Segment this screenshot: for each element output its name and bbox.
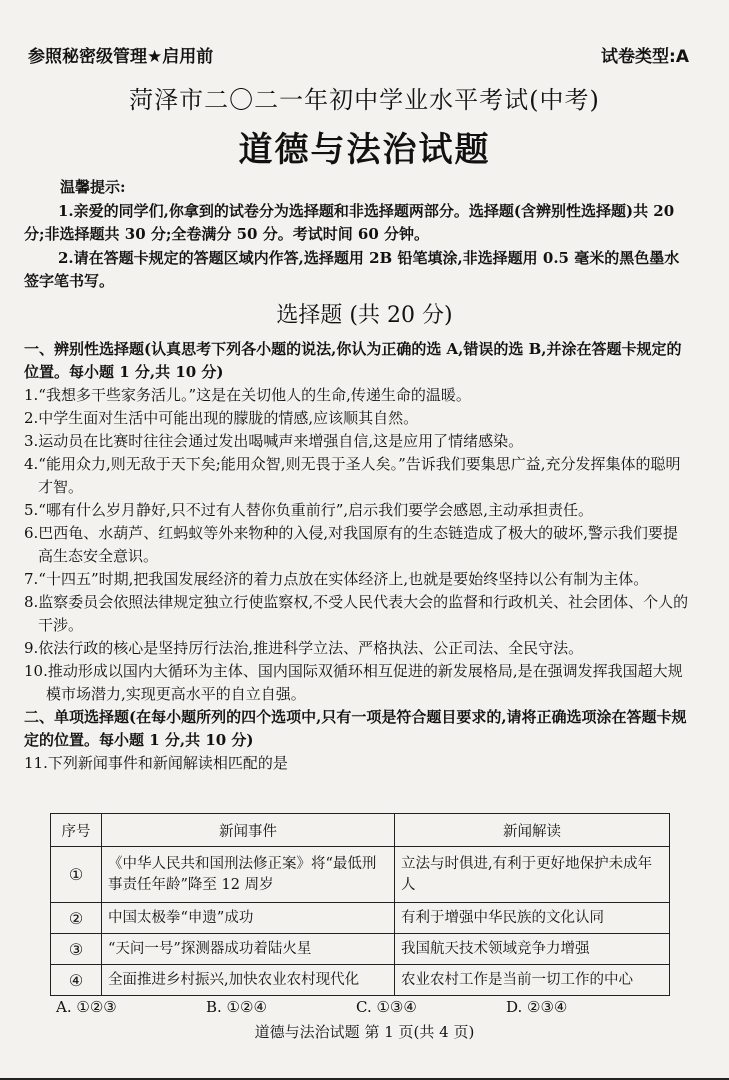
part2-instruction: 二、单项选择题(在每小题所列的四个选项中,只有一项是符合题目要求的,请将正确选项涂在答题卡规定的位置。每小题 1 分,共 10 分) xyxy=(24,708,687,749)
table-header-row xyxy=(51,814,670,847)
news-interpretation: 农业农村工作是当前一切工作的中心 xyxy=(395,965,670,996)
option-c: C. ①③④ xyxy=(356,998,417,1016)
notice-item-1: 1.亲爱的同学们,你拿到的试卷分为选择题和非选择题两部分。选择题(含辨别性选择题)共 20 分;非选择题共 30 分;全卷满分 50 分。考试时间 60 分钟。 xyxy=(24,201,675,243)
news-event: 中国太极拳“申遗”成功 xyxy=(102,903,395,934)
section-title: 选择题 (共 20 分) xyxy=(276,303,453,328)
question-item: 1.“我想多干些家务活儿。”这是在关切他人的生命,传递生命的温暖。 xyxy=(24,386,471,404)
notice-item-2: 2.请在答题卡规定的答题区域内作答,选择题用 2B 铅笔填涂,非选择题用 0.5 毫米的黑色墨水签字笔书写。 xyxy=(24,248,680,290)
row-number: ② xyxy=(51,903,102,934)
notice-heading: 温馨提示: xyxy=(60,178,126,196)
news-table xyxy=(50,813,670,996)
option-b: B. ①②④ xyxy=(206,998,267,1016)
question-item: 3.运动员在比赛时往往会通过发出喝喊声来增强自信,这是应用了情绪感染。 xyxy=(24,432,524,450)
confidentiality-label: 参照秘密级管理★启用前 xyxy=(28,47,214,67)
news-interpretation: 有利于增强中华民族的文化认同 xyxy=(395,903,670,934)
question-item: 10.推动形成以国内大循环为主体、国内国际双循环相互促进的新发展格局,是在强调发挥我国超大规模市场潜力,实现更高水平的自立自强。 xyxy=(24,662,683,703)
notice-block xyxy=(24,176,692,294)
table-row xyxy=(51,903,670,934)
news-event: 《中华人民共和国刑法修正案》将“最低刑事责任年龄”降至 12 周岁 xyxy=(102,847,395,903)
part1-instruction: 一、辨别性选择题(认真思考下列各小题的说法,你认为正确的选 A,错误的选 B,并涂在答题卡规定的位置。每小题 1 分,共 10 分) xyxy=(24,340,682,381)
table-header: 序号 xyxy=(51,814,102,847)
question-item: 4.“能用众力,则无敌于天下矣;能用众智,则无畏于圣人矣。”告诉我们要集思广益,充分发挥集体的聪明才智。 xyxy=(24,455,681,496)
exam-title: 菏泽市二〇二一年初中学业水平考试(中考) xyxy=(129,86,600,114)
question-11: 11.下列新闻事件和新闻解读相匹配的是 xyxy=(24,754,288,772)
table-row xyxy=(51,965,670,996)
question-item: 2.中学生面对生活中可能出现的朦胧的情感,应该顺其自然。 xyxy=(24,409,419,427)
paper-type-label: 试卷类型:A xyxy=(601,47,689,67)
table-row xyxy=(51,847,670,903)
question-item: 7.“十四五”时期,把我国发展经济的着力点放在实体经济上,也就是要始终坚持以公有制为主体。 xyxy=(24,570,649,588)
question-item: 6.巴西龟、水葫芦、红蚂蚁等外来物种的入侵,对我国原有的生态链造成了极大的破坏,警示我们要提高生态安全意识。 xyxy=(24,524,678,565)
news-interpretation: 我国航天技术领域竞争力增强 xyxy=(395,934,670,965)
table-header: 新闻事件 xyxy=(102,814,395,847)
option-a: A. ①②③ xyxy=(56,998,117,1016)
row-number: ④ xyxy=(51,965,102,996)
page-footer: 道德与法治试题 第 1 页(共 4 页) xyxy=(254,1023,475,1041)
table-header: 新闻解读 xyxy=(395,814,670,847)
answer-options xyxy=(56,998,656,1018)
news-event: “天问一号”探测器成功着陆火星 xyxy=(102,934,395,965)
questions-block xyxy=(24,338,692,775)
news-event: 全面推进乡村振兴,加快农业农村现代化 xyxy=(102,965,395,996)
question-item: 9.依法行政的核心是坚持厉行法治,推进科学立法、严格执法、公正司法、全民守法。 xyxy=(24,639,584,657)
news-interpretation: 立法与时俱进,有利于更好地保护未成年人 xyxy=(395,847,670,903)
row-number: ③ xyxy=(51,934,102,965)
row-number: ① xyxy=(51,847,102,903)
question-item: 5.“哪有什么岁月静好,只不过有人替你负重前行”,启示我们要学会感恩,主动承担责任。 xyxy=(24,501,593,519)
header-row xyxy=(28,42,689,66)
table-row xyxy=(51,934,670,965)
option-d: D. ②③④ xyxy=(506,998,568,1016)
question-item: 8.监察委员会依照法律规定独立行使监察权,不受人民代表大会的监督和行政机关、社会团体、个人的干涉。 xyxy=(24,593,689,634)
subject-title: 道德与法治试题 xyxy=(238,130,491,170)
